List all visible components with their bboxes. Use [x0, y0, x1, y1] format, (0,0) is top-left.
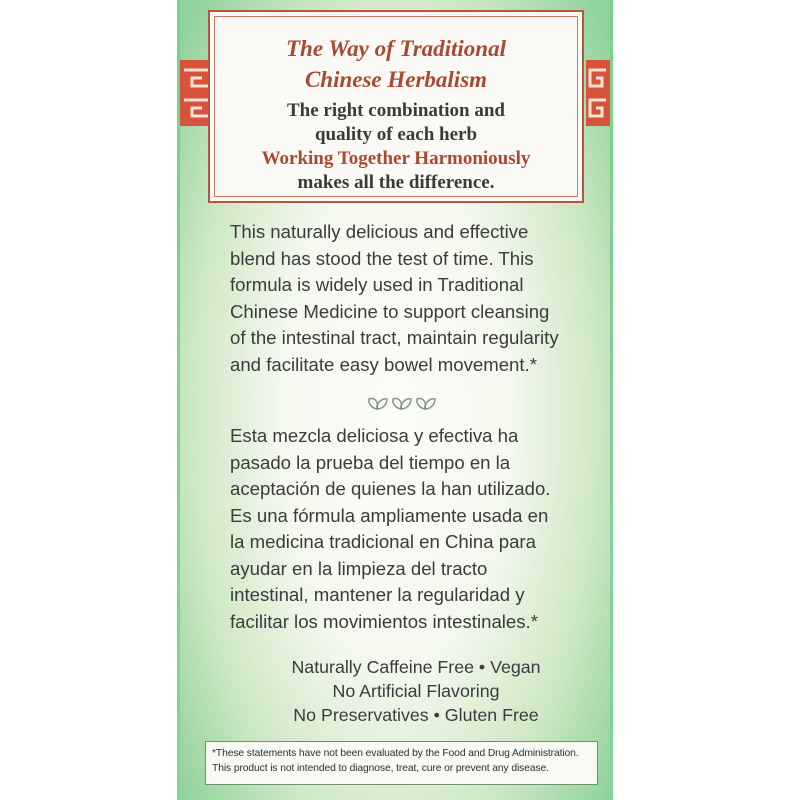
spanish-line: pasado la prueba del tiempo en la — [230, 451, 511, 473]
spanish-line: la medicina tradicional en China para — [230, 531, 536, 552]
leaf-divider — [366, 393, 440, 413]
english-line: of the intestinal tract, maintain regularity — [230, 327, 559, 348]
spanish-line: ayudar en la limpieza del tracto — [230, 557, 488, 579]
card-line-3: Working Together Harmoniously — [261, 148, 531, 169]
disclaimer-line-2: This product is not intended to diagnose, treat, cure or prevent any disease. — [212, 763, 549, 774]
spanish-line: facilitar los movimientos intestinales.* — [230, 610, 538, 632]
disclaimer-line-1: *These statements have not been evaluated by the Food and Drug Administration. — [212, 748, 579, 759]
feature-line-2: No Artificial Flavoring — [332, 681, 500, 701]
card-line-2: quality of each herb — [314, 124, 478, 145]
feature-line-3: No Preservatives • Gluten Free — [293, 705, 539, 725]
card-line-4: makes all the difference. — [297, 172, 495, 193]
title-card — [208, 10, 584, 203]
leaf-icon — [369, 398, 435, 409]
spanish-description — [230, 423, 590, 635]
spanish-line: intestinal, mantener la regularidad y — [230, 584, 525, 605]
spanish-line: aceptación de quienes la han utilizado. — [230, 478, 551, 499]
english-line: and facilitate easy bowel movement.* — [230, 353, 537, 375]
spanish-line: Es una fórmula ampliamente usada en — [230, 504, 549, 526]
title-line-2: Chinese Herbalism — [304, 67, 488, 92]
english-line: This naturally delicious and effective — [230, 221, 529, 242]
panel-right-edge — [610, 0, 613, 800]
fret-ornament-right — [586, 60, 610, 126]
english-description — [230, 219, 590, 378]
card-title — [210, 33, 582, 95]
english-line: Chinese Medicine to support cleansing — [230, 300, 550, 322]
english-line: formula is widely used in Traditional — [230, 274, 524, 295]
spanish-line: Esta mezcla deliciosa y efectiva ha — [230, 425, 519, 446]
card-line-1: The right combination and — [286, 100, 505, 121]
fda-disclaimer-box — [205, 741, 598, 785]
english-line: blend has stood the test of time. This — [230, 247, 534, 269]
title-line-1: The Way of Traditional — [286, 36, 506, 61]
feature-list — [230, 655, 602, 727]
feature-line-1: Naturally Caffeine Free • Vegan — [291, 657, 541, 677]
